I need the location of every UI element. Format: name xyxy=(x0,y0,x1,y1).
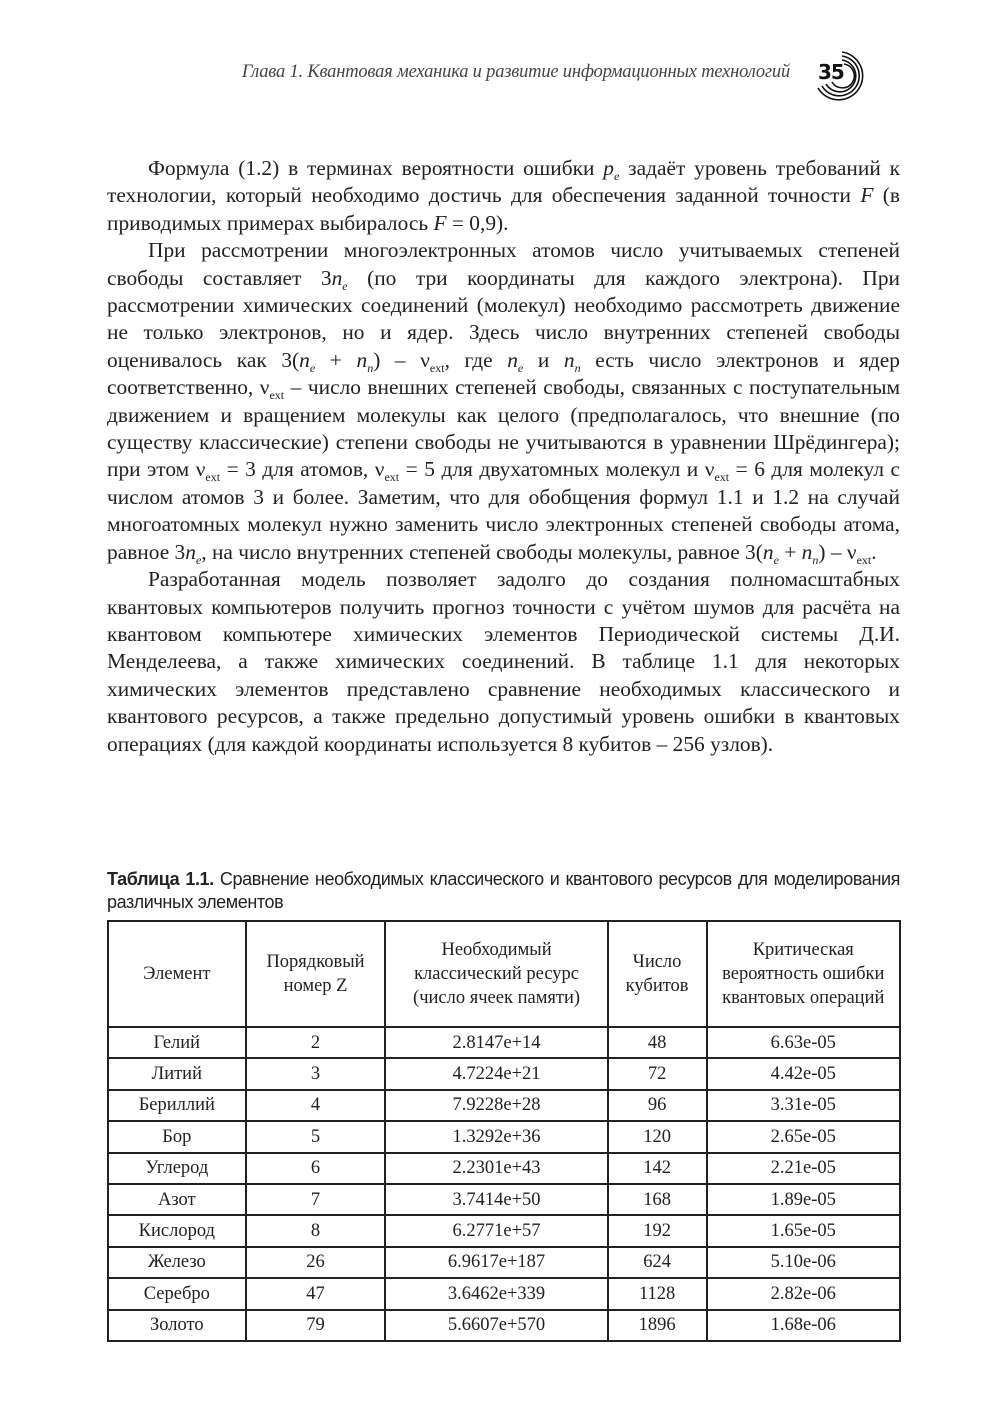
table-row xyxy=(108,1058,900,1089)
cell-critical-error: 4.42e-05 xyxy=(707,1058,901,1089)
subscript-ext: ext xyxy=(205,470,221,485)
subscript-ext: ext xyxy=(856,552,872,567)
page-number: 35 xyxy=(818,60,844,84)
paragraph-1 xyxy=(107,155,900,237)
cell-classical-resource: 2.2301e+43 xyxy=(385,1153,607,1184)
cell-element: Азот xyxy=(108,1184,246,1215)
cell-classical-resource: 6.2771e+57 xyxy=(385,1215,607,1246)
cell-element: Углерод xyxy=(108,1153,246,1184)
header-qubits: Число кубитов xyxy=(608,921,707,1027)
table-caption-text: Сравнение необходимых классического и квантового ресурсов для моделирования различных элементов xyxy=(107,869,901,912)
cell-qubits: 120 xyxy=(608,1121,707,1152)
cell-critical-error: 6.63e-05 xyxy=(707,1027,901,1058)
table-caption-label: Таблица 1.1. xyxy=(107,869,214,889)
cell-element: Бериллий xyxy=(108,1090,246,1121)
text: ) – ν xyxy=(373,347,430,372)
cell-critical-error: 2.82e-06 xyxy=(707,1278,901,1309)
header-classical-resource: Необходимый классический ресурс (число ячеек памяти) xyxy=(385,921,607,1027)
paragraph-3: Разработанная модель позволяет задолго до создания полномасштабных квантовых компьютеров получить прогноз точности с учётом шумов для расчёта на квантовом компьютере химических элементов Периодической системы Д.И. Менделеева, а также химических соединений. В таблице 1.1 для некоторых химических элементов представлено сравнение необходимых классического и квантового ресурсов, а также предельно допустимый уровень ошибки в квантовых операциях (для каждой координаты используется 8 кубитов – 256 узлов). xyxy=(107,567,900,756)
var-n: n xyxy=(331,265,343,290)
text: (по три координаты для каждого электрона). При рассмотрении химических соединений (молекул) необходимо рассмотреть движение не только электронов, но и ядер. Здесь число внутренних степеней свободы оценивалось как 3( xyxy=(107,265,901,372)
text: есть число электронов и ядер соответственно, ν xyxy=(107,347,900,400)
cell-classical-resource: 5.6607e+570 xyxy=(385,1310,607,1341)
text: Формула (1.2) в терминах вероятности ошибки xyxy=(148,156,604,180)
cell-qubits: 142 xyxy=(608,1153,707,1184)
cell-qubits: 624 xyxy=(608,1247,707,1278)
cell-critical-error: 1.68e-06 xyxy=(707,1310,901,1341)
table-row xyxy=(108,1027,900,1058)
cell-atomic-number: 79 xyxy=(246,1310,386,1341)
cell-atomic-number: 2 xyxy=(246,1027,386,1058)
body-text xyxy=(107,155,900,758)
page-number-badge xyxy=(812,46,876,106)
cell-qubits: 168 xyxy=(608,1184,707,1215)
cell-element: Серебро xyxy=(108,1278,246,1309)
text: = 3 для атомов, ν xyxy=(220,457,385,482)
table-row xyxy=(108,1215,900,1246)
table-row xyxy=(108,1310,900,1341)
header-atomic-number: Порядковый номер Z xyxy=(246,921,386,1027)
subscript-e: e xyxy=(773,552,779,567)
table-row xyxy=(108,1090,900,1121)
text: (в приводимых примерах выбиралось xyxy=(107,183,900,235)
cell-atomic-number: 3 xyxy=(246,1058,386,1089)
cell-critical-error: 1.89e-05 xyxy=(707,1184,901,1215)
subscript-n: n xyxy=(367,360,374,375)
var-n: n xyxy=(801,539,813,564)
subscript-ext: ext xyxy=(269,388,285,403)
cell-atomic-number: 7 xyxy=(246,1184,386,1215)
var-n: n xyxy=(507,347,518,372)
var-n: n xyxy=(356,347,368,372)
cell-atomic-number: 47 xyxy=(246,1278,386,1309)
table-row xyxy=(108,1184,900,1215)
comparison-table xyxy=(107,920,901,1342)
cell-atomic-number: 8 xyxy=(246,1215,386,1246)
header-element: Элемент xyxy=(108,921,246,1027)
table-row xyxy=(108,1121,900,1152)
cell-classical-resource: 3.7414e+50 xyxy=(385,1184,607,1215)
text: = 5 для двухатомных молекул и ν xyxy=(399,457,715,482)
table-row xyxy=(108,1278,900,1309)
cell-critical-error: 1.65e-05 xyxy=(707,1215,901,1246)
text: . xyxy=(871,539,877,564)
cell-qubits: 1896 xyxy=(608,1310,707,1341)
paragraph-2 xyxy=(107,237,900,566)
var-n: n xyxy=(563,347,575,372)
text: и xyxy=(523,347,564,372)
text: ) – ν xyxy=(818,539,857,564)
cell-element: Бор xyxy=(108,1121,246,1152)
subscript-n: n xyxy=(812,552,819,567)
var-n: n xyxy=(185,539,196,564)
cell-critical-error: 3.31e-05 xyxy=(707,1090,901,1121)
cell-classical-resource: 2.8147e+14 xyxy=(385,1027,607,1058)
cell-classical-resource: 4.7224e+21 xyxy=(385,1058,607,1089)
var-F: F xyxy=(433,210,447,235)
subscript-e: e xyxy=(309,360,316,375)
subscript-ext: ext xyxy=(714,470,730,485)
text: , на число внутренних степеней свободы молекулы, равное 3( xyxy=(201,539,763,564)
cell-element: Железо xyxy=(108,1247,246,1278)
cell-classical-resource: 1.3292e+36 xyxy=(385,1121,607,1152)
cell-element: Кислород xyxy=(108,1215,246,1246)
cell-classical-resource: 7.9228e+28 xyxy=(385,1090,607,1121)
subscript-n: n xyxy=(574,360,581,375)
cell-critical-error: 5.10e-06 xyxy=(707,1247,901,1278)
subscript-ext: ext xyxy=(384,470,400,485)
cell-critical-error: 2.21e-05 xyxy=(707,1153,901,1184)
header-critical-error: Критическая вероятность ошибки квантовых операций xyxy=(707,921,901,1027)
text: При рассмотрении многоэлектронных атомов число учитываемых степеней свободы составляет 3 xyxy=(107,238,900,290)
text: + xyxy=(315,347,357,372)
table-row xyxy=(108,1153,900,1184)
cell-qubits: 1128 xyxy=(608,1278,707,1309)
cell-critical-error: 2.65e-05 xyxy=(707,1121,901,1152)
cell-element: Золото xyxy=(108,1310,246,1341)
var-n: n xyxy=(762,539,774,564)
text: , где xyxy=(444,347,508,372)
text: + xyxy=(778,539,802,564)
text: = 0,9). xyxy=(446,210,509,235)
cell-classical-resource: 6.9617e+187 xyxy=(385,1247,607,1278)
subscript-e: e xyxy=(195,552,202,567)
cell-atomic-number: 5 xyxy=(246,1121,386,1152)
subscript-e: e xyxy=(342,278,348,293)
text: задаёт уровень требований к технологии, который необходимо достичь для обеспечения заданной точности xyxy=(107,156,900,208)
cell-element: Литий xyxy=(108,1058,246,1089)
cell-qubits: 192 xyxy=(608,1215,707,1246)
var-n: n xyxy=(299,347,310,372)
running-head-title: Глава 1. Квантовая механика и развитие информационных технологий xyxy=(241,62,790,82)
cell-qubits: 96 xyxy=(608,1090,707,1121)
text: – число внешних степеней свободы, связанных с поступательным движением и вращением молекулы как целого (предполагалось, что внешние (по существу классические) степени свободы не учитываются в уравнении Шрёдингера); при этом ν xyxy=(107,375,900,482)
table-caption xyxy=(107,868,900,914)
cell-element: Гелий xyxy=(108,1027,246,1058)
var-F: F xyxy=(860,183,874,208)
cell-qubits: 48 xyxy=(608,1027,707,1058)
var-p: p xyxy=(603,156,614,180)
cell-atomic-number: 26 xyxy=(246,1247,386,1278)
cell-atomic-number: 4 xyxy=(246,1090,386,1121)
table-row xyxy=(108,1247,900,1278)
cell-qubits: 72 xyxy=(608,1058,707,1089)
subscript-e: e xyxy=(613,169,620,183)
cell-classical-resource: 3.6462e+339 xyxy=(385,1278,607,1309)
text: = 6 для молекул с числом атомов 3 и более. Заметим, что для обобщения формул 1.1 и 1.2 на случай многоатомных молекул нужно заменить число электронных степеней свободы атома, равное 3 xyxy=(107,457,901,564)
table-header-row xyxy=(108,921,900,1027)
subscript-e: e xyxy=(517,360,524,375)
subscript-ext: ext xyxy=(429,360,445,375)
cell-atomic-number: 6 xyxy=(246,1153,386,1184)
